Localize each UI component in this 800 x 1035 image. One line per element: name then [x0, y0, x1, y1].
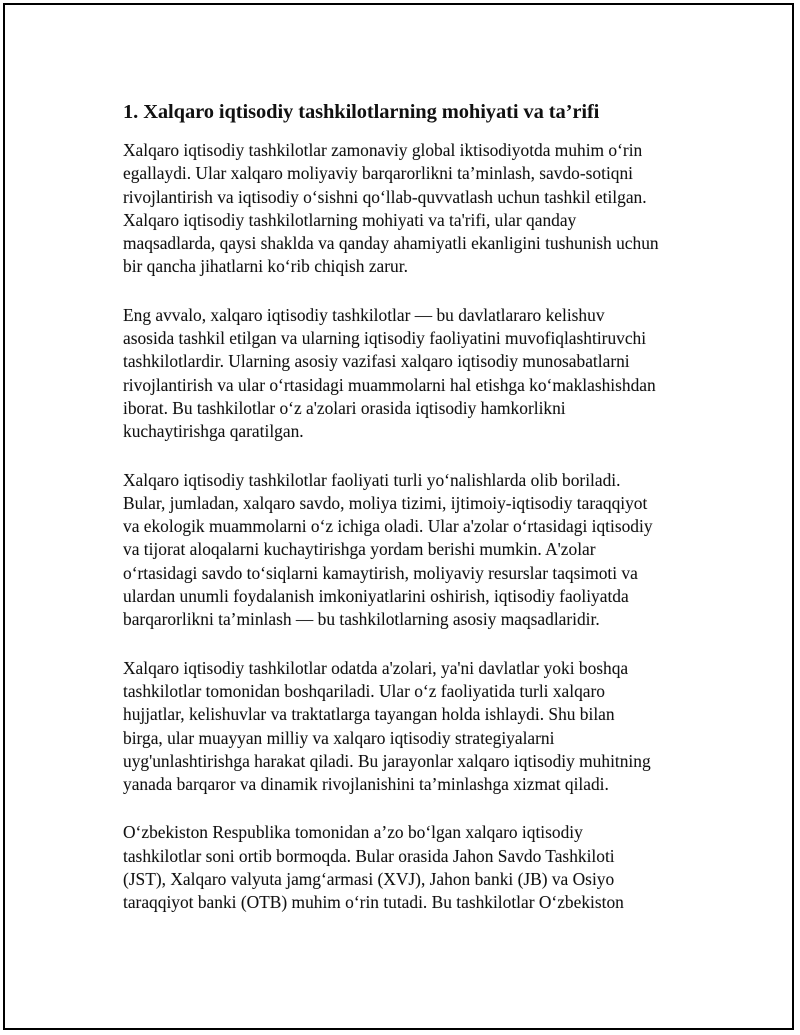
- paragraph-1: Xalqaro iqtisodiy tashkilotlar zamonaviy global iktisodiyotda muhim o‘rin egallaydi. Ular xalqaro moliyaviy barqarorlikni ta’minlash, savdo-sotiqni rivojlantirish va iqtisodiy o‘sishni qo‘llab-quvvatlash uchun tashkil etilgan. Xalqaro iqtisodiy tashkilotlarning mohiyati va ta'rifi, ular qanday maqsadlarda, qaysi shaklda va qanday ahamiyatli ekanligini tushunish uchun bir qancha jihatlarni ko‘rib chiqish zarur.: [123, 140, 659, 277]
- page-frame: [3, 3, 794, 1030]
- paragraph-4: Xalqaro iqtisodiy tashkilotlar odatda a'zolari, ya'ni davlatlar yoki boshqa tashkilotlar tomonidan boshqariladi. Ular o‘z faoliyatida turli xalqaro hujjatlar, kelishuvlar va traktatlarga tayangan holda ishlaydi. Shu bilan birga, ular muayyan milliy va xalqaro iqtisodiy strategiyalarni uyg'unlashtirishga harakat qiladi. Bu jarayonlar xalqaro iqtisodiy muhitning yanada barqaror va dinamik rivojlanishini ta’minlashga xizmat qiladi.: [123, 657, 651, 795]
- section-heading: 1. Xalqaro iqtisodiy tashkilotlarning mohiyati va ta’rifi: [123, 101, 600, 123]
- paragraph-3: Xalqaro iqtisodiy tashkilotlar faoliyati turli yo‘nalishlarda olib boriladi. Bular, jumladan, xalqaro savdo, moliya tizimi, ijtimoiy-iqtisodiy taraqqiyot va ekologik muammolarni o‘z ichiga oladi. Ular a'zolar o‘rtasidagi iqtisodiy va tijorat aloqalarni kuchaytirishga yordam berishi mumkin. A'zolar o‘rtasidagi savdo to‘siqlarni kamaytirish, moliyaviy resurslar taqsimoti va ulardan unumli foydalanish imkoniyatlarini oshirish, iqtisodiy faoliyatda barqarorlikni ta’minlash — bu tashkilotlarning asosiy maqsadlaridir.: [123, 469, 653, 630]
- paragraph-2: Eng avvalo, xalqaro iqtisodiy tashkilotlar — bu davlatlararo kelishuv asosida tashkil etilgan va ularning iqtisodiy faoliyatini muvofiqlashtiruvchi tashkilotlardir. Ularning asosiy vazifasi xalqaro iqtisodiy munosabatlarni rivojlantirish va ular o‘rtasidagi muammolarni hal etishga ko‘maklashishdan iborat. Bu tashkilotlar o‘z a'zolari orasida iqtisodiy hamkorlikni kuchaytirishga qaratilgan.: [123, 304, 656, 442]
- paragraph-5: O‘zbekiston Respublika tomonidan a’zo bo‘lgan xalqaro iqtisodiy tashkilotlar soni ortib bormoqda. Bular orasida Jahon Savdo Tashkiloti (JST), Xalqaro valyuta jamg‘armasi (XVJ), Jahon banki (JB) va Osiyo taraqqiyot banki (OTB) muhim o‘rin tutadi. Bu tashkilotlar O‘zbekiston: [123, 822, 624, 913]
- document-body: [123, 99, 693, 940]
